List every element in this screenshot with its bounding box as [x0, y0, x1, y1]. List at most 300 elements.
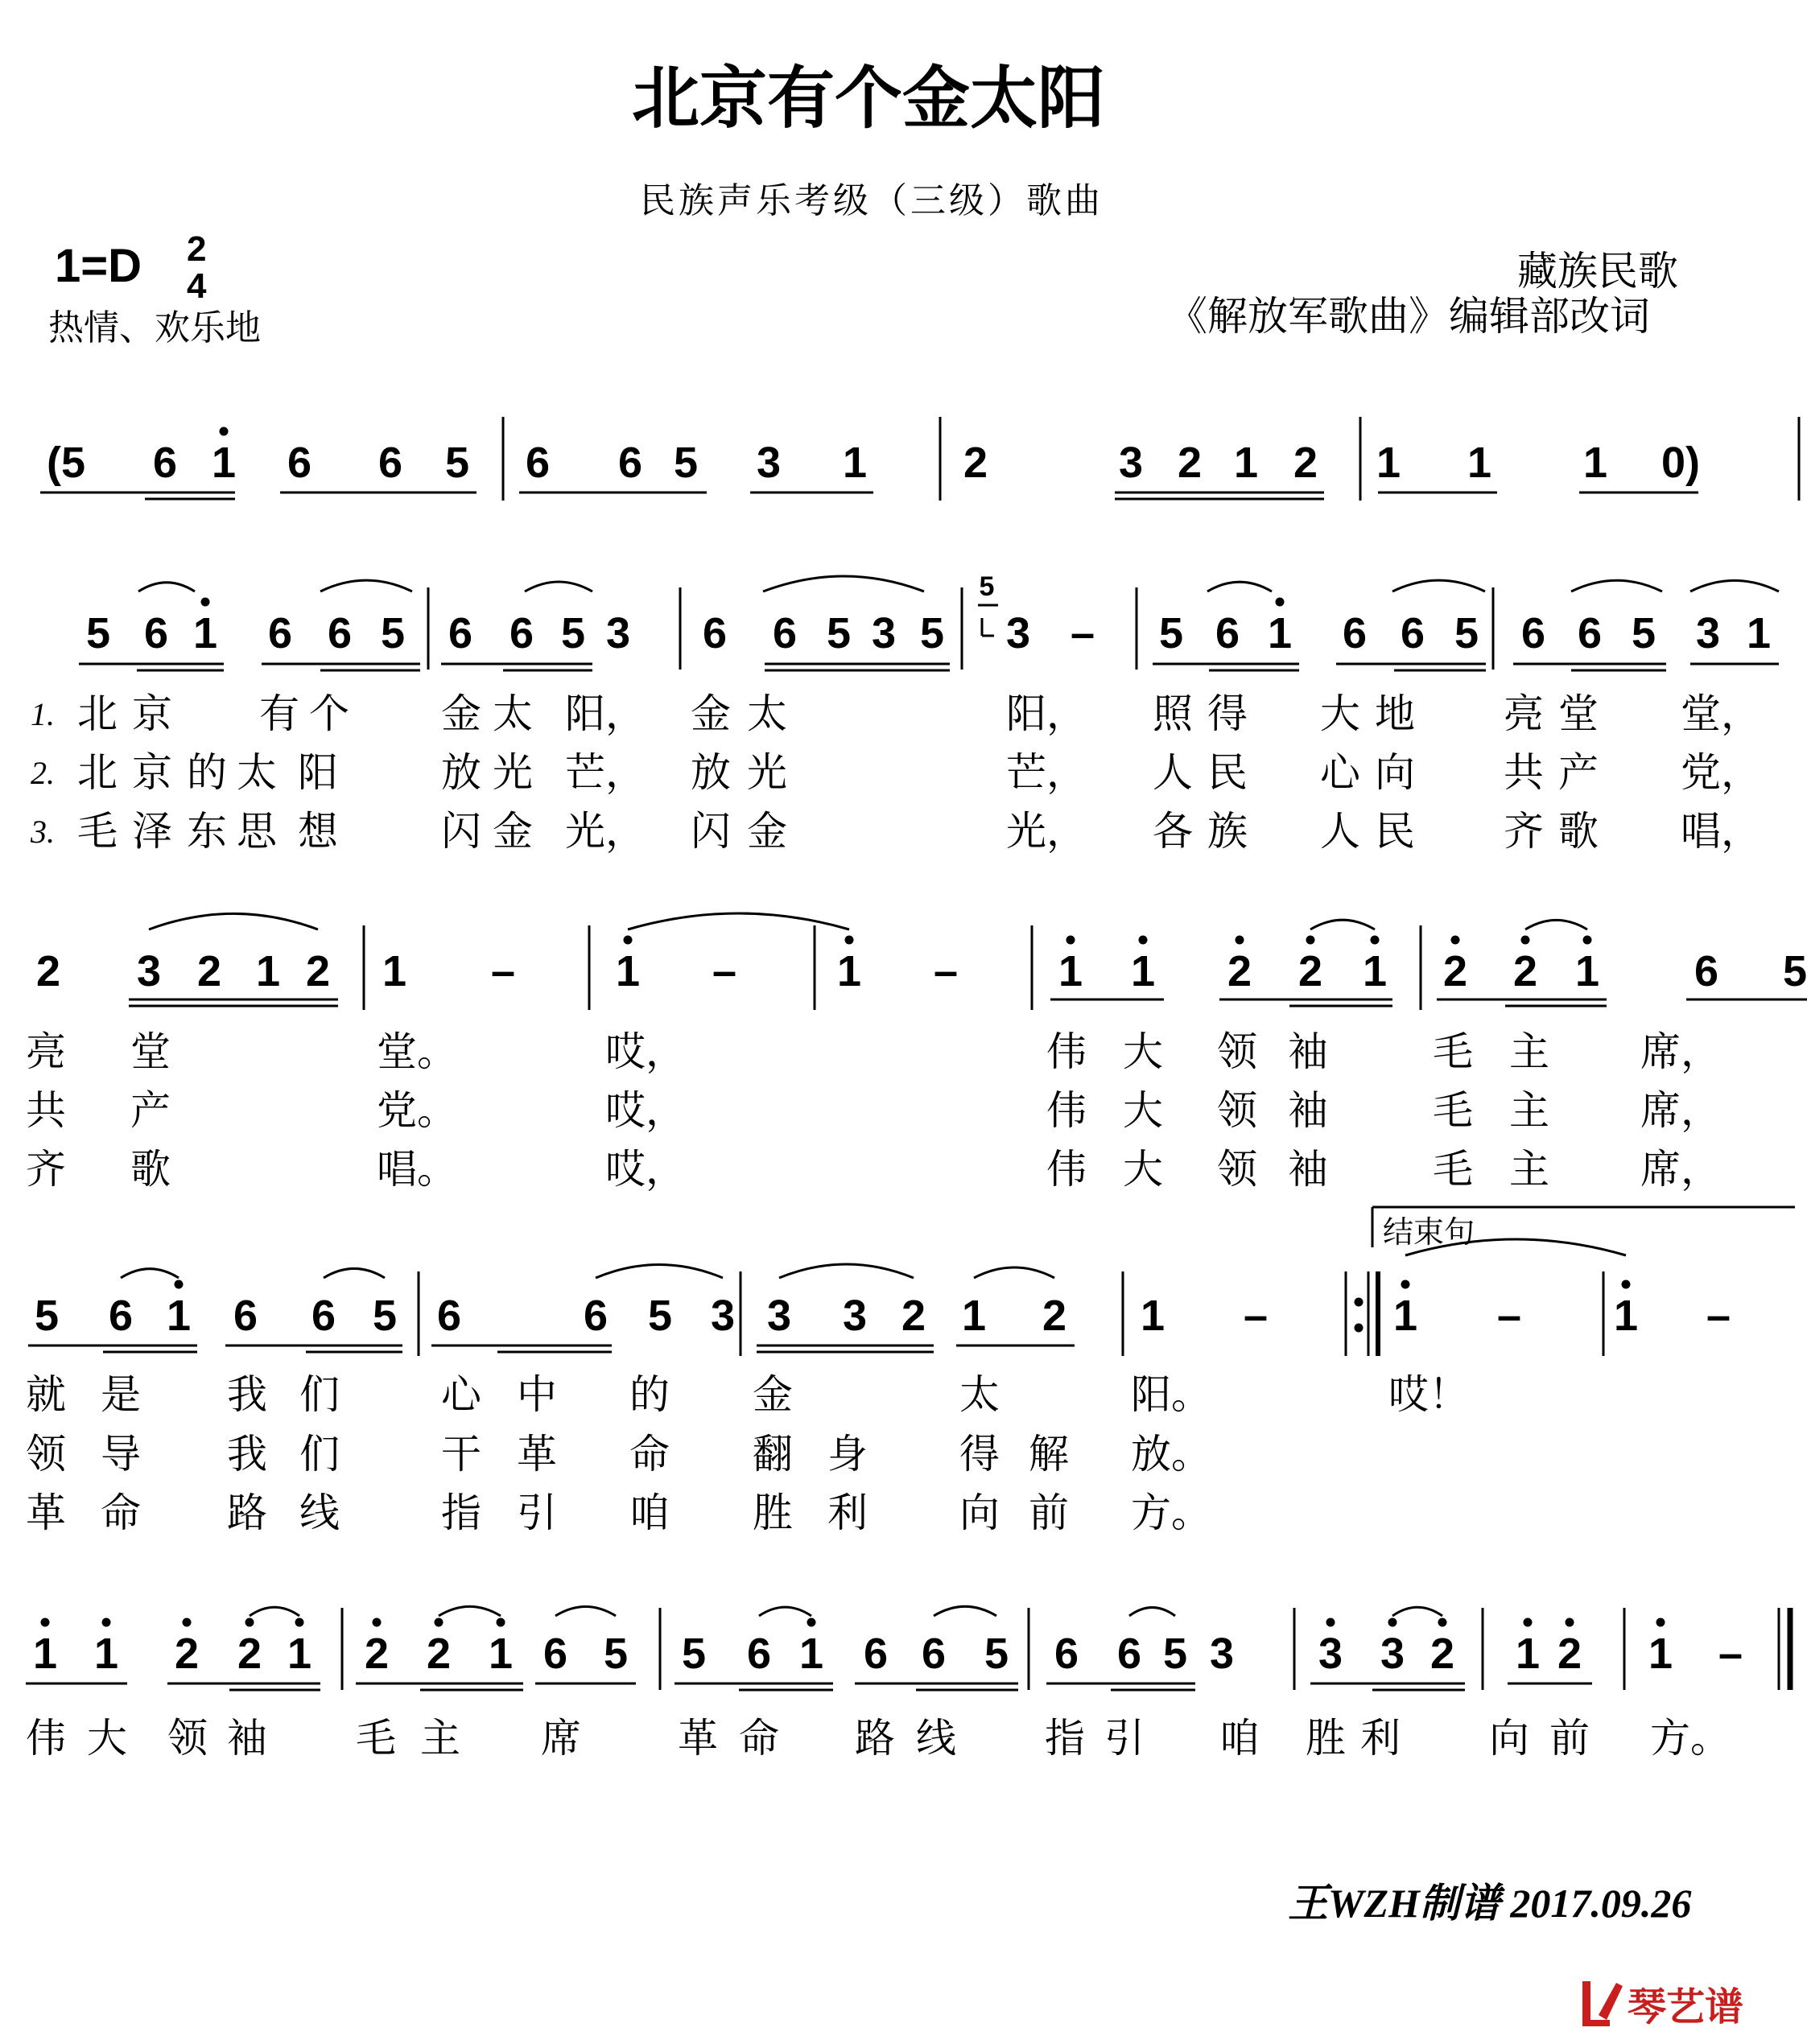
note: 6	[702, 609, 728, 657]
note: 6	[311, 1292, 336, 1340]
lyric-char: 中	[517, 1371, 557, 1418]
slur	[1405, 1239, 1626, 1255]
lyric-char: 太	[959, 1371, 1000, 1418]
lyric-char: 革	[26, 1490, 66, 1536]
lyric-char: 向	[959, 1490, 1000, 1536]
note: 1	[192, 609, 218, 657]
note: (5	[46, 439, 86, 487]
note: 2	[305, 947, 331, 995]
note: 3	[136, 947, 162, 995]
lyric-char: 胜	[1306, 1715, 1346, 1762]
note: 1	[93, 1630, 119, 1678]
note: 1	[1130, 947, 1156, 995]
lyric-char: 亮	[1504, 690, 1544, 737]
lyric-char: 光，	[1006, 808, 1087, 855]
note: 3	[605, 609, 631, 657]
lyric-char: 席，	[1640, 1028, 1721, 1075]
note: 5	[372, 1292, 398, 1340]
note: 2	[237, 1630, 262, 1678]
lyric-char: 放。	[1131, 1431, 1211, 1477]
lyric-char: 革	[678, 1715, 718, 1762]
lyric-char: 党，	[1681, 749, 1761, 796]
lyric-char: 放	[441, 749, 481, 796]
lyric-char: 毛	[356, 1715, 396, 1762]
logo-text: 琴艺谱	[1628, 1984, 1744, 2030]
lyric-char: 心	[1320, 749, 1360, 796]
note: 1	[836, 947, 862, 995]
lyric-char: 照	[1153, 690, 1193, 737]
slur	[1310, 920, 1375, 929]
verse-number: 3.	[31, 814, 55, 850]
note: 6	[1400, 609, 1425, 657]
note: 6	[233, 1292, 258, 1340]
note: 2	[35, 947, 61, 995]
note: 6	[327, 609, 353, 657]
lyric-char: 命	[739, 1715, 779, 1762]
octave-dot	[220, 427, 229, 436]
note: 6	[921, 1630, 947, 1678]
note: 1	[842, 439, 868, 487]
note: 2	[1512, 947, 1538, 995]
note: 5	[1162, 1630, 1188, 1678]
note: 6	[1054, 1630, 1079, 1678]
lyric-char: 北	[77, 690, 118, 737]
lyric-char: 利	[827, 1490, 868, 1536]
note: 2	[1297, 947, 1323, 995]
lyric-char: 领	[1217, 1146, 1257, 1193]
slur	[934, 1606, 996, 1616]
octave-dot	[1438, 1618, 1447, 1627]
lyric-char: 领	[1217, 1028, 1257, 1075]
note: 3	[842, 1292, 868, 1340]
lyric-char: 向	[1375, 749, 1415, 796]
lyric-char: 太	[493, 690, 533, 737]
lyric-char: 人	[1320, 808, 1360, 855]
lyric-char: 芒，	[1006, 749, 1087, 796]
lyric-char: 线	[299, 1490, 340, 1536]
octave-dot	[1524, 1618, 1533, 1627]
lyric-char: 金	[753, 1371, 793, 1418]
song-subtitle: 民族声乐考级（三级）歌曲	[640, 180, 1104, 221]
lyric-char: 路	[855, 1715, 895, 1762]
lyric-char: 共	[1504, 749, 1544, 796]
lyric-char: 金	[691, 690, 731, 737]
octave-dot	[1521, 936, 1530, 945]
lyric-char: 各	[1153, 808, 1193, 855]
note: 5	[647, 1292, 673, 1340]
octave-dot	[183, 1618, 192, 1627]
note: 6	[436, 1292, 462, 1340]
lyric-char: 我	[227, 1431, 267, 1477]
note: –	[1706, 1292, 1731, 1340]
slur	[250, 1607, 299, 1616]
lyric-char: 党。	[377, 1087, 457, 1134]
lyric-char: 身	[827, 1431, 868, 1477]
lyric-char: 闪	[441, 808, 481, 855]
lyric-char: 齐	[26, 1146, 66, 1193]
lyric-char: 主	[1509, 1028, 1549, 1075]
note: 1	[798, 1630, 824, 1678]
time-denominator: 4	[187, 266, 207, 306]
slur	[149, 913, 318, 929]
note: 2	[426, 1630, 452, 1678]
lyric-char: 我	[227, 1371, 267, 1418]
lyric-char: 光	[747, 749, 787, 796]
lyric-char: 指	[441, 1490, 481, 1536]
slur	[1525, 920, 1587, 929]
lyric-char: 袖	[1288, 1087, 1328, 1134]
lyric-char: 大	[1123, 1087, 1163, 1134]
lyric-char: 阳，	[1006, 690, 1087, 737]
lyric-char: 主	[1509, 1146, 1549, 1193]
ending-label: 结束句	[1383, 1214, 1475, 1250]
lyric-char: 金	[747, 808, 787, 855]
slur	[596, 1265, 723, 1278]
lyric-char: 金	[441, 690, 481, 737]
octave-dot	[435, 1618, 443, 1627]
lyric-char: 芒，	[565, 749, 646, 796]
note: 3	[1118, 439, 1144, 487]
lyric-char: 方。	[1650, 1715, 1731, 1762]
note: 1	[1582, 439, 1608, 487]
octave-dot	[201, 598, 210, 607]
lyric-char: 哎，	[605, 1028, 686, 1075]
note: 1	[1058, 947, 1083, 995]
octave-dot	[497, 1618, 505, 1627]
note: 2	[1227, 947, 1252, 995]
lyric-char: 光，	[565, 808, 646, 855]
note: 5	[826, 609, 852, 657]
note: 5	[1158, 609, 1184, 657]
note: 2	[1557, 1630, 1582, 1678]
lyric-char: 地	[1375, 690, 1415, 737]
slur	[628, 913, 849, 929]
lyric-char: 思	[237, 808, 277, 855]
note: 1	[1467, 439, 1492, 487]
note: 6	[1577, 609, 1603, 657]
note: 1	[1140, 1292, 1165, 1340]
note: 1	[1574, 947, 1600, 995]
octave-dot	[1583, 936, 1592, 945]
lyric-char: 领	[167, 1715, 208, 1762]
lyric-char: 领	[1217, 1087, 1257, 1134]
octave-dot	[1355, 1324, 1364, 1333]
lyric-char: 歌	[1558, 808, 1599, 855]
note: 6	[1116, 1630, 1142, 1678]
note: 3	[710, 1292, 736, 1340]
lyric-char: 哎，	[605, 1146, 686, 1193]
note: 1	[1613, 1292, 1639, 1340]
key-signature: 1=D	[55, 240, 142, 292]
slur	[763, 576, 924, 591]
lyric-char: 大	[1123, 1146, 1163, 1193]
lyric-char: 利	[1360, 1715, 1401, 1762]
note: 6	[108, 1292, 134, 1340]
lyric-char: 心	[441, 1371, 481, 1418]
note: 3	[1209, 1630, 1235, 1678]
lyric-char: 解	[1029, 1431, 1069, 1477]
note: 6	[267, 609, 293, 657]
lyric-char: 共	[26, 1087, 66, 1134]
note: 1	[1362, 947, 1388, 995]
slur	[525, 582, 592, 591]
lyric-char: 主	[420, 1715, 460, 1762]
lyric-char: 命	[101, 1490, 141, 1536]
lyric-char: 阳	[298, 749, 338, 796]
lyric-char: 哎，	[605, 1087, 686, 1134]
note: 6	[143, 609, 169, 657]
slur	[439, 1606, 501, 1616]
slur	[555, 1607, 616, 1617]
note: 6	[772, 609, 798, 657]
lyric-char: 唱，	[1681, 808, 1761, 855]
lyric-char: 主	[1509, 1087, 1549, 1134]
note: 2	[901, 1292, 926, 1340]
lyric-char: 伟	[1046, 1087, 1087, 1134]
lyric-char: 袖	[227, 1715, 267, 1762]
lyric-char: 席	[541, 1715, 581, 1762]
lyric-char: 的	[629, 1371, 670, 1418]
octave-dot	[807, 1618, 816, 1627]
song-origin: 藏族民歌	[1517, 248, 1678, 295]
lyric-char: 民	[1207, 749, 1248, 796]
octave-dot	[845, 936, 854, 945]
octave-dot	[1236, 936, 1244, 945]
lyric-char: 东	[187, 808, 227, 855]
note: 5	[1631, 609, 1656, 657]
octave-dot	[1326, 1618, 1335, 1627]
note: 6	[509, 609, 534, 657]
lyric-char: 堂	[130, 1028, 171, 1075]
lyric-char: 咱	[1219, 1715, 1260, 1762]
slur	[1690, 580, 1779, 591]
octave-dot	[1622, 1280, 1631, 1289]
note: 6	[863, 1630, 889, 1678]
note: 2	[174, 1630, 200, 1678]
lyric-char: 产	[130, 1087, 171, 1134]
note: 5	[919, 609, 945, 657]
octave-dot	[373, 1618, 382, 1627]
octave-dot	[1566, 1618, 1574, 1627]
lyric-char: 咱	[629, 1490, 670, 1536]
octave-dot	[1451, 936, 1460, 945]
lyric-char: 大	[1320, 690, 1360, 737]
note: 5	[85, 609, 111, 657]
lyric-char: 堂，	[1681, 690, 1761, 737]
note: 1	[488, 1630, 514, 1678]
lyric-char: 得	[959, 1431, 1000, 1477]
lyric-char: 席，	[1640, 1087, 1721, 1134]
lyric-char: 想	[298, 808, 338, 855]
note: 6	[1342, 609, 1368, 657]
note: –	[490, 947, 516, 995]
note: 1	[1648, 1630, 1673, 1678]
note: 1	[32, 1630, 58, 1678]
note: 1	[1746, 609, 1772, 657]
lyric-char: 有	[259, 690, 299, 737]
lyric-char: 民	[1375, 808, 1415, 855]
note: 6	[543, 1630, 568, 1678]
note: 1	[1515, 1630, 1541, 1678]
lyric-char: 个	[309, 690, 349, 737]
lyric-char: 的	[187, 749, 227, 796]
note: 2	[196, 947, 222, 995]
octave-dot	[245, 1618, 254, 1627]
lyric-char: 堂	[1558, 690, 1599, 737]
note: 6	[617, 439, 643, 487]
slur	[324, 1268, 385, 1278]
note: 5	[984, 1630, 1009, 1678]
note: 1	[382, 947, 407, 995]
lyric-char: 伟	[1046, 1028, 1087, 1075]
note: 0)	[1661, 439, 1701, 487]
slur	[320, 580, 412, 591]
lyric-char: 们	[299, 1371, 340, 1418]
note: 5	[34, 1292, 60, 1340]
lyric-char: 京	[132, 690, 172, 737]
lyric-char: 毛	[1433, 1146, 1473, 1193]
lyric-char: 泽	[132, 808, 172, 855]
octave-dot	[41, 1618, 50, 1627]
octave-dot	[1388, 1618, 1397, 1627]
song-title: 北京有个金太阳	[632, 58, 1106, 138]
octave-dot	[175, 1280, 184, 1289]
lyric-char: 导	[101, 1431, 141, 1477]
lyric-char: 唱。	[377, 1146, 457, 1193]
lyric-char: 方。	[1131, 1490, 1211, 1536]
time-numerator: 2	[187, 229, 207, 269]
lyric-char: 袖	[1288, 1146, 1328, 1193]
note: 1	[211, 439, 237, 487]
note: 3	[1380, 1630, 1405, 1678]
note: 3	[756, 439, 782, 487]
octave-dot	[1401, 1280, 1410, 1289]
lyric-char: 京	[132, 749, 172, 796]
note: 6	[1520, 609, 1546, 657]
note: 1	[615, 947, 641, 995]
tempo-marking: 热情、欢乐地	[48, 307, 261, 348]
note: 6	[377, 439, 403, 487]
octave-dot	[1371, 936, 1380, 945]
note: –	[1496, 1292, 1522, 1340]
note: 2	[1042, 1292, 1067, 1340]
note: 6	[525, 439, 551, 487]
lyric-char: 放	[691, 749, 731, 796]
note: 1	[1376, 439, 1401, 487]
slur	[759, 1607, 811, 1616]
octave-dot	[1355, 1298, 1364, 1307]
note: –	[1070, 609, 1095, 657]
note: 1	[166, 1292, 192, 1340]
lyric-char: 革	[517, 1431, 557, 1477]
note: 2	[364, 1630, 390, 1678]
lyric-char: 大	[87, 1715, 127, 1762]
note: 5	[1782, 947, 1807, 995]
lyricist-credit: 《解放军歌曲》编辑部改词	[1167, 293, 1650, 340]
lyric-char: 太	[747, 690, 787, 737]
slur	[1129, 1608, 1175, 1616]
note: 2	[963, 439, 988, 487]
slur	[1207, 582, 1272, 591]
octave-dot	[1276, 598, 1285, 607]
note: 6	[583, 1292, 609, 1340]
lyric-char: 向	[1489, 1715, 1529, 1762]
lyric-char: 就	[26, 1371, 66, 1418]
lyric-char: 阳，	[565, 690, 646, 737]
note: 2	[1177, 439, 1203, 487]
note: –	[1243, 1292, 1269, 1340]
lyric-char: 前	[1029, 1490, 1069, 1536]
note: 5	[673, 439, 699, 487]
note: 1	[961, 1292, 987, 1340]
lyric-char: 线	[916, 1715, 956, 1762]
note: 6	[287, 439, 312, 487]
note: 2	[1442, 947, 1468, 995]
note: 5	[380, 609, 406, 657]
lyric-char: 哎！	[1388, 1371, 1469, 1418]
note: 3	[871, 609, 897, 657]
note: 1	[1392, 1292, 1418, 1340]
octave-dot	[1139, 936, 1148, 945]
note: 5	[444, 439, 470, 487]
lyric-char: 翻	[753, 1431, 793, 1477]
lyric-char: 齐	[1504, 808, 1544, 855]
lyric-char: 干	[441, 1431, 481, 1477]
octave-dot	[295, 1618, 304, 1627]
lyric-char: 袖	[1288, 1028, 1328, 1075]
note: 3	[1005, 609, 1031, 657]
octave-dot	[1066, 936, 1075, 945]
note: 1	[287, 1630, 312, 1678]
note: 6	[152, 439, 178, 487]
lyric-char: 人	[1153, 749, 1193, 796]
lyric-char: 路	[227, 1490, 267, 1536]
lyric-char: 光	[493, 749, 533, 796]
slur	[1571, 580, 1662, 591]
grace-note: 5	[979, 571, 995, 602]
slur	[1392, 1607, 1442, 1616]
octave-dot	[1306, 936, 1315, 945]
lyric-char: 歌	[130, 1146, 171, 1193]
slur	[138, 583, 195, 591]
note: –	[1718, 1630, 1743, 1678]
lyric-char: 胜	[753, 1490, 793, 1536]
note: 6	[1215, 609, 1240, 657]
verse-number: 1.	[31, 696, 55, 732]
octave-dot	[1656, 1618, 1665, 1627]
note: 6	[448, 609, 473, 657]
note: 3	[1695, 609, 1721, 657]
lyric-char: 闪	[691, 808, 731, 855]
lyric-char: 前	[1549, 1715, 1590, 1762]
lyric-char: 亮	[26, 1028, 66, 1075]
lyric-char: 指	[1045, 1715, 1085, 1762]
note: 3	[1318, 1630, 1343, 1678]
lyric-char: 毛	[1433, 1028, 1473, 1075]
note: 1	[1267, 609, 1293, 657]
lyric-char: 命	[629, 1431, 670, 1477]
lyric-char: 堂。	[377, 1028, 457, 1075]
lyric-char: 毛	[1433, 1087, 1473, 1134]
slur	[779, 1264, 914, 1278]
note: 5	[603, 1630, 629, 1678]
lyric-char: 金	[493, 808, 533, 855]
arranger-credit: 王WZH制谱 2017.09.26	[1288, 1881, 1692, 1926]
lyric-char: 毛	[77, 808, 118, 855]
note: –	[712, 947, 737, 995]
lyric-char: 是	[101, 1371, 141, 1418]
lyric-char: 产	[1558, 749, 1599, 796]
